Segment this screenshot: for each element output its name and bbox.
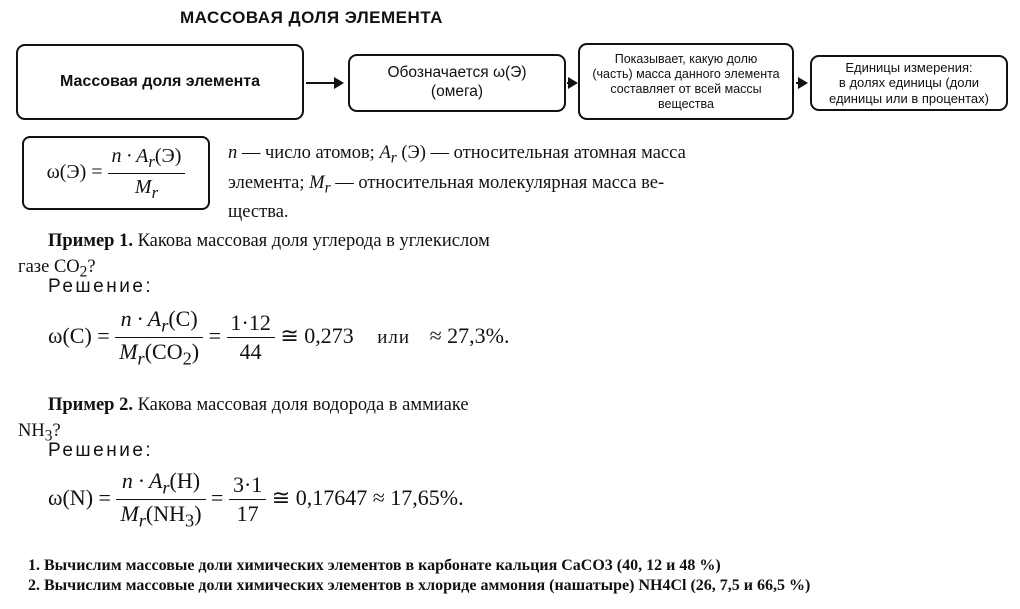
flow-arrow-2 (567, 82, 576, 84)
main-formula-num-tail: (Э) (154, 144, 182, 167)
example2-line2: $NH_3$? (18, 421, 61, 445)
example2-eq: = (211, 484, 224, 510)
example2-text: Какова массовая доля водорода в аммиаке (132, 395, 469, 415)
example2-fraction: $\frac{n \cdot A_r(H)}{M_r(NH_3)}$ (116, 468, 205, 532)
flow-box-mass-fraction-label: Массовая доля элемента (60, 73, 260, 91)
example1-solution-label: Решение: (48, 276, 154, 297)
flow-box-notation (348, 54, 566, 112)
example1-label: Пример 1. (48, 231, 133, 251)
flow-box-units-line2: в долях единицы (доли (838, 75, 980, 91)
example1-formula (48, 306, 510, 370)
flow-box-units (810, 55, 1008, 111)
example2-result: ≅ 0,17647 ≈ 17,65%. (271, 484, 464, 510)
flow-box-meaning-line4: вещества (658, 96, 714, 111)
example1-text: Какова массовая доля углерода в углекислом (132, 231, 490, 251)
example2-formula (48, 468, 464, 532)
main-formula-den-sub: r (151, 182, 159, 202)
example2-lhs: ω(N) = (48, 484, 111, 510)
example1-num2: 1·12 (230, 310, 271, 336)
example2-label: Пример 2. (48, 395, 133, 415)
main-formula-fraction (108, 144, 186, 203)
flow-arrow-1 (306, 82, 342, 84)
main-formula-num-sub: r (148, 151, 155, 171)
example2-num2: 3·1 (232, 472, 263, 498)
flow-box-meaning-line2: (часть) масса данного элемента (592, 66, 780, 81)
main-formula-den: M (134, 175, 152, 198)
example1-eq: = (208, 322, 221, 348)
main-formula-lhs: ω(Э) = (46, 160, 103, 183)
formula-legend (228, 141, 788, 224)
example1-line2: газе $CO_2$? (18, 257, 96, 281)
page-title: МАССОВАЯ ДОЛЯ ЭЛЕМЕНТА (180, 8, 443, 27)
legend-line-3: щества. (228, 202, 289, 223)
example2-fraction2 (229, 472, 266, 527)
flow-arrow-3 (796, 82, 806, 84)
task-2: 2. Вычислим массовые доли химических элементов в хлориде аммония (нашатыре) NH4Cl (26, 7,5 и 66,5 %) (28, 577, 811, 594)
legend-line-1: n — число атомов; $A_r$ (Э) — относительная атомная масса (228, 143, 686, 167)
example1-fraction: $\frac{n \cdot A_r(C)}{M_r(CO_2)}$ (115, 306, 203, 370)
flow-box-meaning-line3: составляет от всей массы (610, 81, 762, 96)
flow-box-notation-line2: (омега) (430, 83, 484, 100)
example2-den2: 17 (229, 499, 266, 527)
flow-box-mass-fraction (16, 44, 304, 120)
example1-result: ≅ 0,273 (280, 322, 354, 348)
main-formula-num: n · A (111, 144, 149, 167)
task-1: 1. Вычислим массовые доли химических элементов в карбонате кальция CaCO3 (40, 12 и 48 %) (28, 557, 721, 574)
main-formula (47, 144, 186, 203)
legend-line-2: элемента; $M_r$ — относительная молекулярная масса ве- (228, 172, 665, 197)
flow-box-meaning-line1: Показывает, какую долю (614, 51, 758, 66)
example1-percent: ≈ 27,3%. (429, 322, 510, 348)
main-formula-box (22, 136, 210, 210)
flow-box-units-line3: единицы или в процентах) (829, 90, 989, 106)
example1-lhs: ω(C) = (48, 322, 110, 348)
example1-or: или (377, 326, 411, 348)
example1-fraction2 (227, 310, 275, 365)
example1-den2: 44 (227, 337, 275, 365)
flow-box-units-line1: Единицы измерения: (845, 59, 973, 75)
example2-solution-label: Решение: (48, 440, 154, 461)
flow-box-meaning (578, 43, 794, 120)
flow-box-notation-line1: Обозначается ω(Э) (387, 64, 527, 82)
